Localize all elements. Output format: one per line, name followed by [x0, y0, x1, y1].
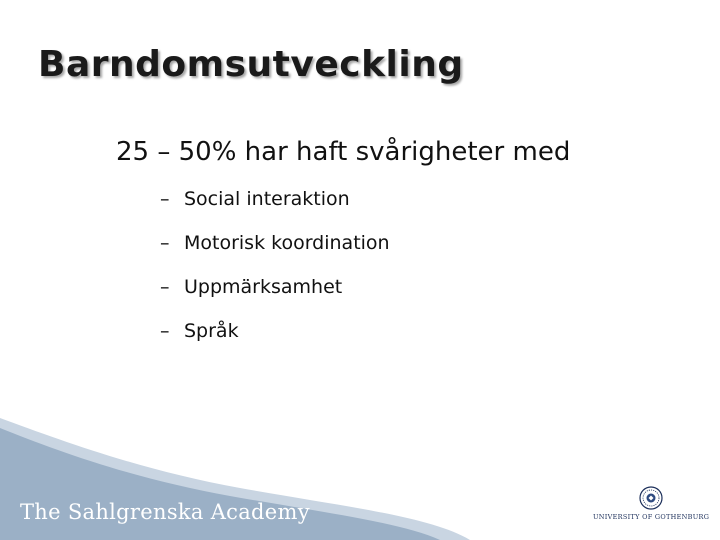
bullet-text: Språk — [184, 320, 239, 342]
academy-wordmark: The Sahlgrenska Academy — [20, 500, 310, 524]
bullet-dash: – — [160, 232, 170, 254]
list-item — [160, 320, 390, 364]
bullet-list — [160, 188, 390, 364]
bullet-text: Uppmärksamhet — [184, 276, 343, 298]
list-item — [160, 188, 390, 232]
bullet-text: Social interaktion — [184, 188, 350, 210]
bullet-text: Motorisk koordination — [184, 232, 390, 254]
list-item — [160, 232, 390, 276]
university-name: UNIVERSITY OF GOTHENBURG — [593, 513, 710, 521]
bullet-dash: – — [160, 188, 170, 210]
university-seal-icon — [639, 486, 663, 510]
slide-title: Barndomsutveckling — [38, 44, 464, 85]
list-item — [160, 276, 390, 320]
bullet-dash: – — [160, 276, 170, 298]
bullet-dash: – — [160, 320, 170, 342]
main-point-text: 25 – 50% har haft svårigheter med — [116, 137, 571, 167]
university-logo — [593, 486, 708, 521]
